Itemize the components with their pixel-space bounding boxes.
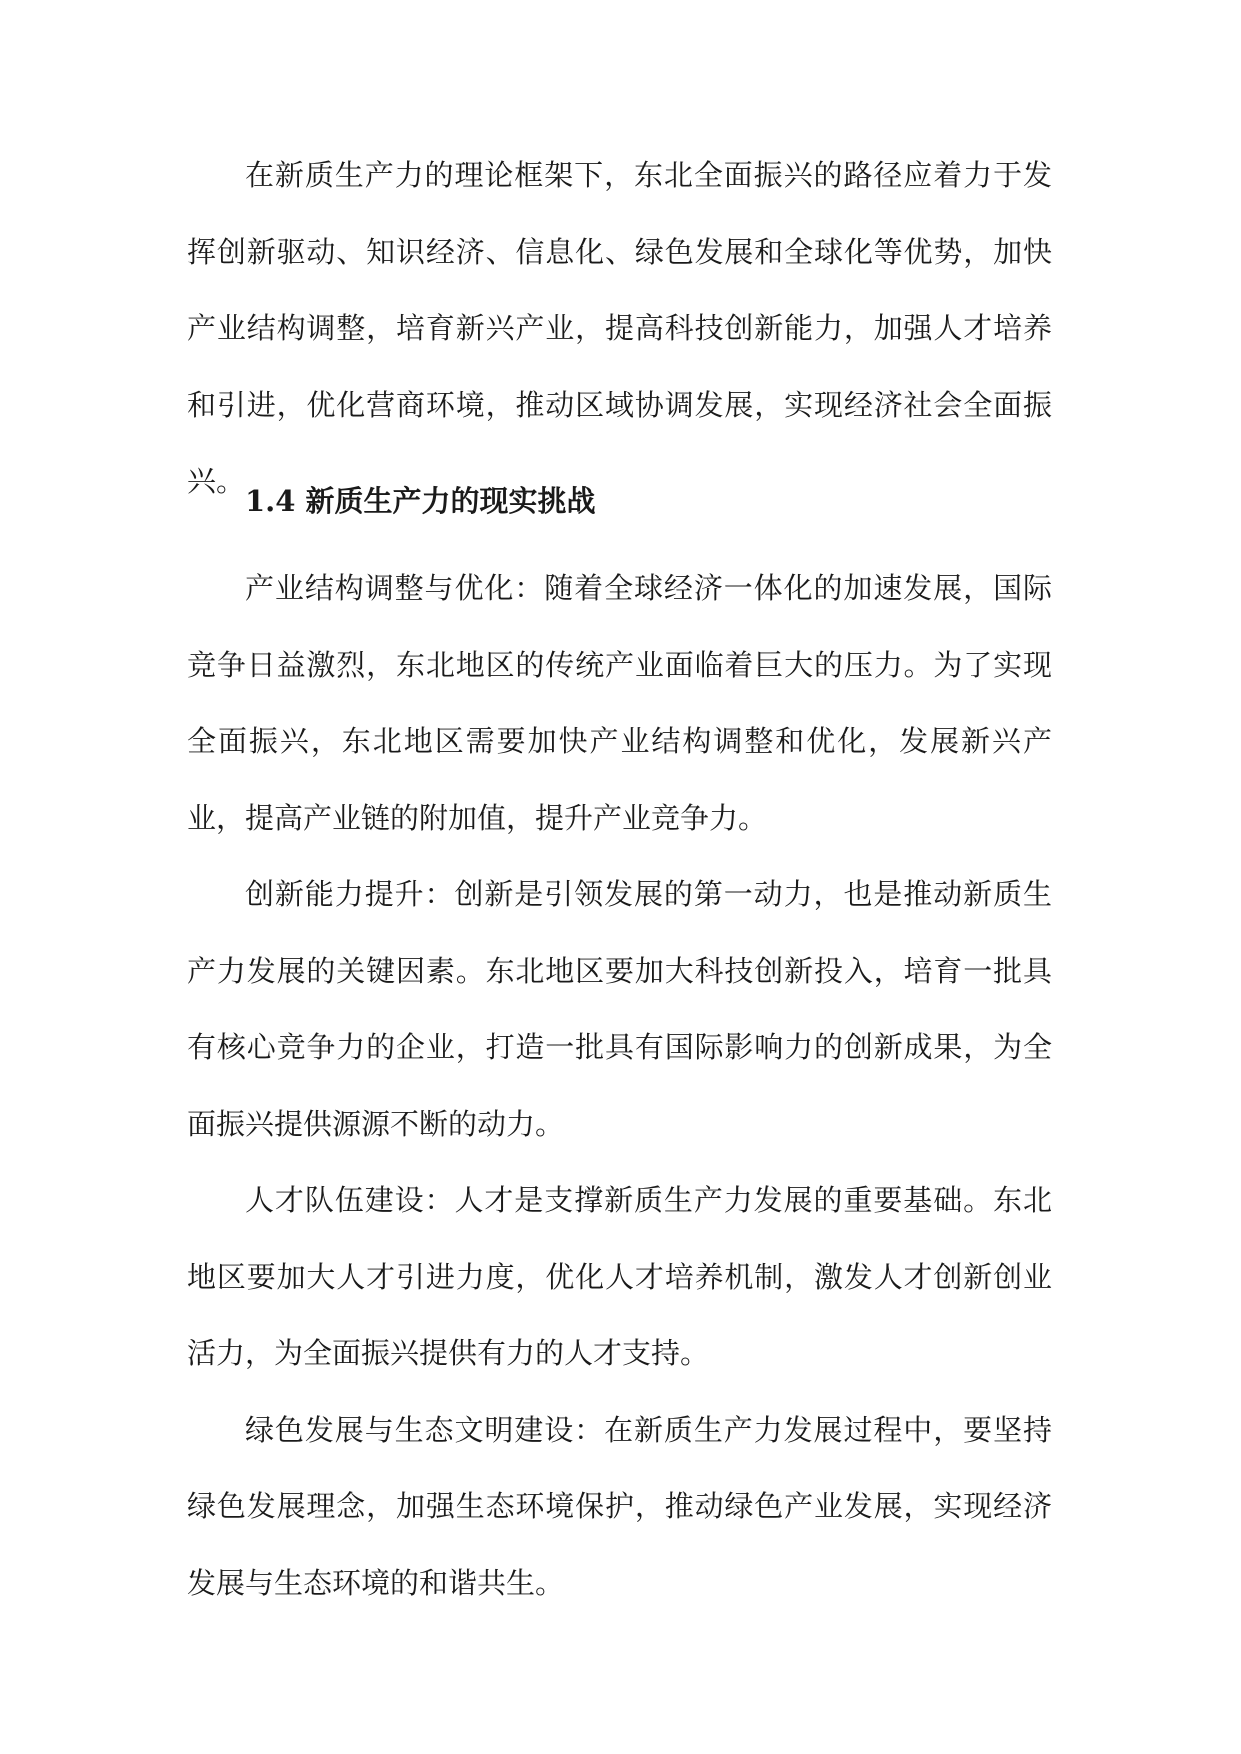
- section-body: [187, 550, 1052, 1621]
- intro-section: [187, 137, 1052, 520]
- paragraph-industrial-structure: 产业结构调整与优化：随着全球经济一体化的加速发展，国际竞争日益激烈，东北地区的传统产业面临着巨大的压力。为了实现全面振兴，东北地区需要加快产业结构调整和优化，发展新兴产业，提高产业链的附加值，提升产业竞争力。: [187, 571, 1052, 835]
- paragraph-innovation: 创新能力提升：创新是引领发展的第一动力，也是推动新质生产力发展的关键因素。东北地区要加大科技创新投入，培育一批具有核心竞争力的企业，打造一批具有国际影响力的创新成果，为全面振兴提供源源不断的动力。: [187, 877, 1052, 1141]
- paragraph-green-development: 绿色发展与生态文明建设：在新质生产力发展过程中，要坚持绿色发展理念，加强生态环境保护，推动绿色产业发展，实现经济发展与生态环境的和谐共生。: [187, 1412, 1052, 1600]
- intro-paragraph: 在新质生产力的理论框架下，东北全面振兴的路径应着力于发挥创新驱动、知识经济、信息化、绿色发展和全球化等优势，加快产业结构调整，培育新兴产业，提高科技创新能力，加强人才培养和引进，优化营商环境，推动区域协调发展，实现经济社会全面振兴。: [187, 158, 1052, 498]
- paragraph-talent: 人才队伍建设：人才是支撑新质生产力发展的重要基础。东北地区要加大人才引进力度，优化人才培养机制，激发人才创新创业活力，为全面振兴提供有力的人才支持。: [187, 1183, 1052, 1370]
- section-heading: 1.4 新质生产力的现实挑战: [245, 484, 596, 518]
